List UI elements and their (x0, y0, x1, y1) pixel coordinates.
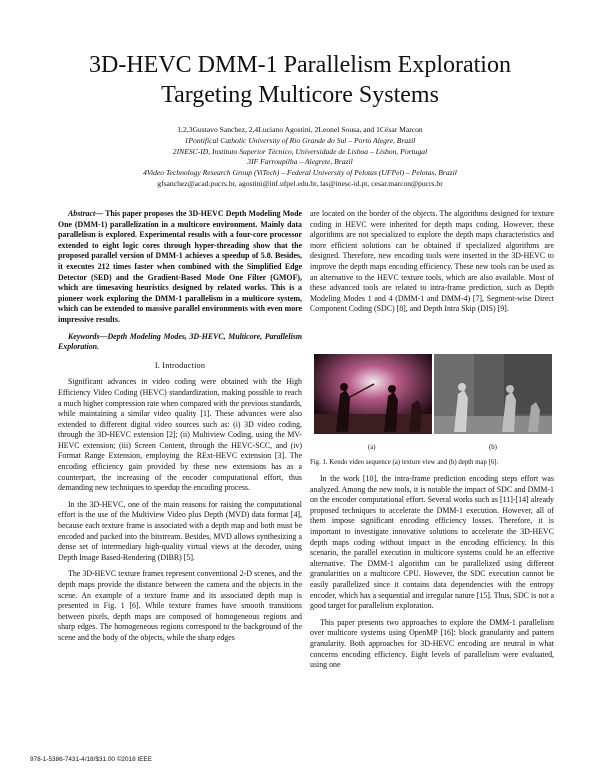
abstract-text: This paper proposes the 3D-HEVC Depth Modeling Mode One (DMM-1) parallelization in a multicore environment. Mainly data parallelism is explored. Experimental results with a four-core processor extended to eight logic cores through hyper-threading show that the proposed parallel version of DMM-1 achieves a speedup of 5.8. Besides, it executes 212 times faster when combined with the Simplified Edge Detector (SED) and the Gradient-Based Mode One Filter (GMOF), which are timesaving heuristics designed by related works. This is a pioneer work exploring the DMM-1 parallelism in a multicore system, which can be extended to massive parallel environments with even more impressive results. (58, 209, 302, 324)
texture-view-graphic (314, 354, 432, 434)
paragraph: In the 3D-HEVC, one of the main reasons for raising the computational effort is the use of the Multiview Video plus Depth (MVD) data format [4], because each texture frame is associated with a depth map and both must be encoded and packed into the bitstream. Besides, MVD allows synthesizing a dense set of intermediary high-quality virtual views at the decoder, using Depth Image Based-Rendering (DIBR) [5]. (58, 499, 302, 562)
texture-view-image (314, 354, 432, 434)
right-column-top (310, 209, 554, 315)
paragraph: In the work [10], the intra-frame prediction encoding steps effort was analyzed. Among the new tools, it is notable the impact of SDC and DMM-1 on the encoder computational effort. Several works such as [11]-[14] already proposed techniques to accelerate the DMM-1 execution. However, all of them impose significant encoding efficiency losses. Therefore, it is important to investigate innovative solutions to accelerate the 3D-HEVC depth maps coding without impact in the encoding efficiency. In this scenario, the parallel execution in multicore systems could be an effective alternative. The DMM-1 algorithm can be parallelized using different granularities on a multicore CPU. However, the SDC execution cannot be easily parallelized since it contains data dependencies with the entropy encoder, which has a sequential and irregular nature [15]. Thus, SDC is not a good target for parallelism exploration. (310, 474, 554, 611)
figure-1 (312, 354, 552, 458)
depth-map-image (434, 354, 552, 434)
keywords: Keywords—Depth Modeling Modes, 3D-HEVC, Multicore, Parallelism Exploration. (58, 331, 302, 352)
paragraph: Significant advances in video coding were obtained with the High Efficiency Video Coding (HEVC) standardization, making possible to reach a much higher compression rate when compared with the previous standards, while maintaining a similar video quality [1]. These advances were also extended to different digital video sources such as: (i) 3D video coding, through the 3D-HEVC extension [2]; (ii) Multiview Coding, using the MV-HEVC extension; (iii) Screen Content, through the HEVC-SCC, and (iv) Format Range Extension, employing the RExt-HEVC extension [3]. The encoding efficiency gain provided by these new extensions has as a counterpart, the increasing of the encoder computational effort, thus demanding new techniques to speedup the encoding process. (58, 377, 302, 493)
paragraph: This paper presents two approaches to explore the DMM-1 parallelism over multicore systems using OpenMP [16]: block granularity and pattern granularity. Both approaches for 3D-HEVC encoding are neutral in what concerns encoding efficiency. Eight levels of parallelism were evaluated, using one (310, 617, 554, 670)
author-emails: gfsanchez@acad.pucrs.br, agostini@inf.ufpel.edu.br, las@inesc-id.pt, cesar.marcon@pucrs.br (157, 178, 443, 188)
title-line-1: 3D-HEVC DMM-1 Parallelism Exploration (89, 52, 511, 78)
author-names: 1,2,3Gustavo Sanchez, 2,4Luciano Agostini, 2Leonel Sousa, and 1César Marcon (177, 125, 423, 134)
abstract (58, 209, 302, 326)
figure-label-b: (b) (489, 444, 497, 451)
depth-map-graphic (434, 354, 552, 434)
right-column-bottom (310, 474, 554, 671)
paper-title (0, 50, 600, 110)
abstract-lead: Abstract— (68, 209, 104, 218)
section-heading-introduction: I. Introduction (154, 360, 206, 370)
figure-caption: Fig. 1. Kendo video sequence (a) texture view and (b) depth map [6]. (310, 459, 499, 466)
paragraph: The 3D-HEVC texture frames represent conventional 2-D scenes, and the depth maps provide the distance between the camera and the objects in the scene. An example of a texture frame and its associated depth map is presented in Fig. 1 [6]. While texture frames have smooth transitions between pixels, depth maps are composed of homogeneous regions and sharp edges. The homogeneous regions correspond to the background of the scene and the body of the objects, while the sharp edges (58, 569, 302, 642)
figure-label-a: (a) (368, 444, 376, 451)
paragraph: are located on the border of the objects. The algorithms designed for texture coding in HEVC were inherited for depth maps coding. However, these algorithms are not specialized to explore the depth maps characteristics and more efficient solutions can be obtained if specialized algorithms are designed. Therefore, new encoding tools were inserted in the 3D-HEVC to improve the depth maps encoding efficiency. These new tools can be used as an alternative to the HEVC texture tools, which are also available. Most of these advanced tools are related to intra-frame prediction, such as Depth Modeling Modes 1 and 4 (DMM-1 and DMM-4) [7], Segment-wise Direct Component Coding (SDC) [8], and Depth Intra Skip (DIS) [9]. (310, 209, 554, 314)
author-block (60, 125, 540, 190)
copyright-footer: 978-1-5386-7431-4/18/$31.00 ©2018 IEEE (30, 756, 152, 763)
affiliation-2: 2INESC-ID, Instituto Superior Técnico, Universidade de Lisboa – Lisbon, Portugal (172, 146, 428, 156)
title-line-2: Targeting Multicore Systems (161, 82, 439, 108)
left-column (58, 209, 302, 644)
affiliation-4: 4Video Technology Research Group (ViTech) – Federal University of Pelotas (UFPel) – Pelotas, Brazil (143, 168, 457, 178)
affiliation-3: 3IF Farroupilha – Alegrete, Brazil (247, 157, 353, 167)
affiliation-1: 1Pontifical Catholic University of Rio Grande do Sul – Porto Alegre, Brazil (184, 135, 416, 145)
